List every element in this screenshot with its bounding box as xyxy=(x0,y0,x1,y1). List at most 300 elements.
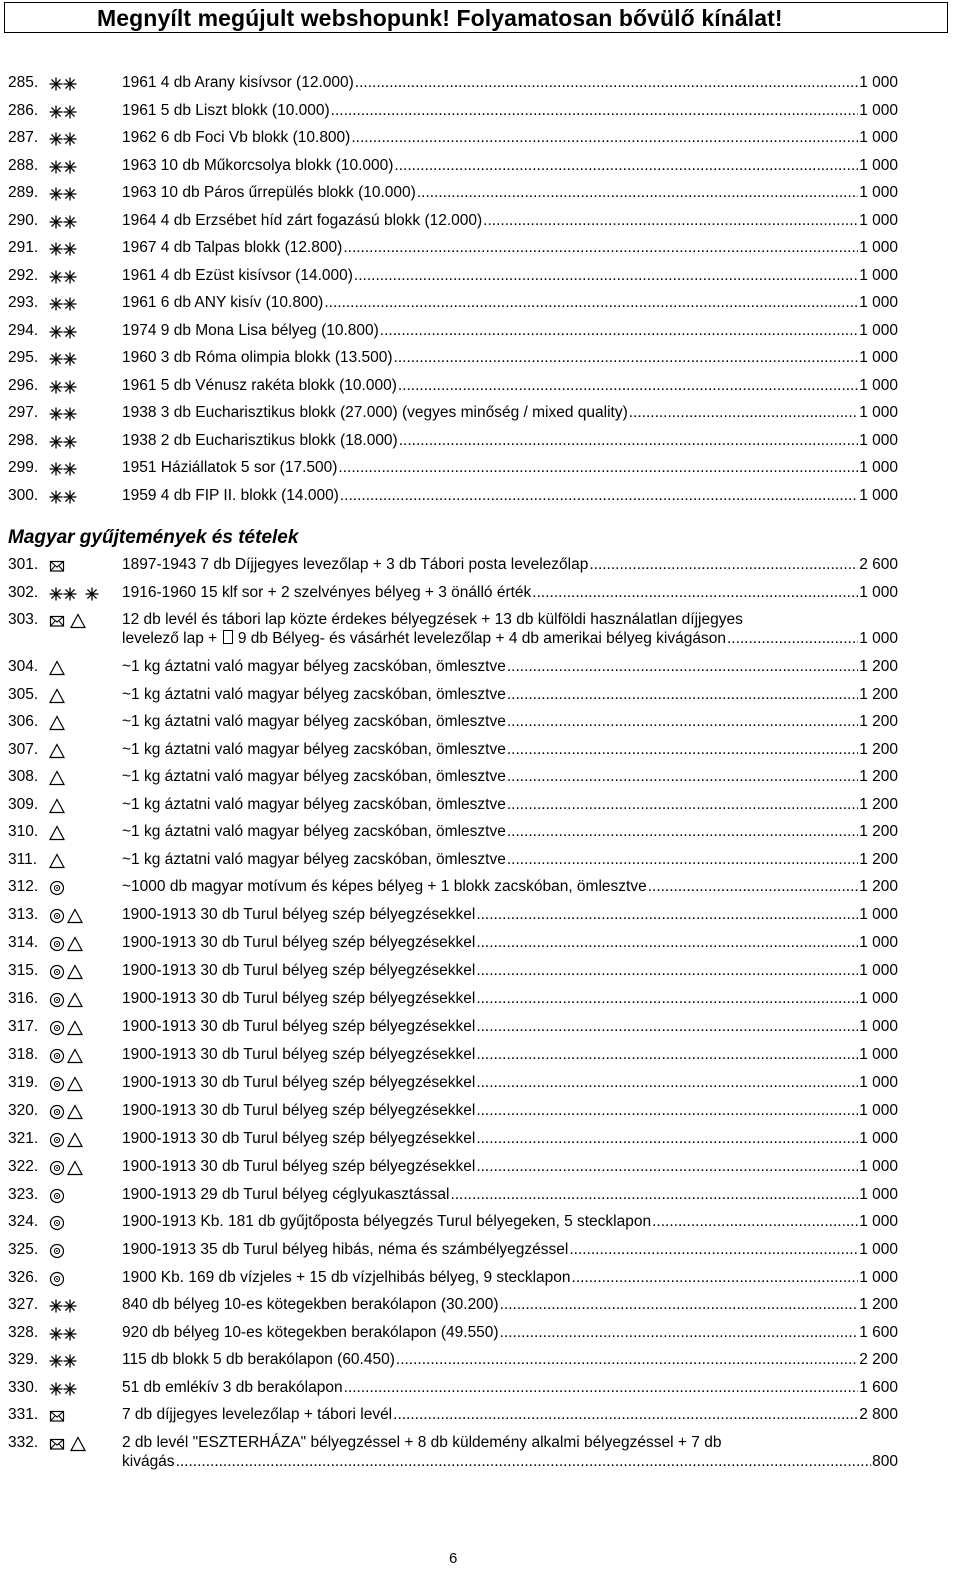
lot-line xyxy=(122,630,898,648)
lot-number: 313. xyxy=(8,906,39,923)
lot-description: 1961 5 db Vénusz rakéta blokk (10.000) xyxy=(122,377,397,394)
lot-row xyxy=(0,962,960,984)
lot-line xyxy=(122,1186,898,1204)
lot-row xyxy=(0,1296,960,1318)
lot-price: 1 600 xyxy=(859,1379,898,1396)
leader-dots xyxy=(507,851,858,869)
leader-dots xyxy=(476,1046,858,1064)
lot-price: 1 000 xyxy=(859,102,898,119)
lot-row xyxy=(0,934,960,956)
lot-row xyxy=(0,1158,960,1180)
lot-price: 1 000 xyxy=(859,1269,898,1286)
lot-price: 2 200 xyxy=(859,1351,898,1368)
lot-description: ~1 kg áztatni való magyar bélyeg zacskóban, ömlesztve xyxy=(122,686,506,703)
leader-dots xyxy=(727,630,858,648)
circled-dot-icon xyxy=(49,1076,65,1092)
lot-row xyxy=(0,267,960,289)
lot-row xyxy=(0,1018,960,1040)
lot-line xyxy=(122,1130,898,1148)
lot-number: 320. xyxy=(8,1102,39,1119)
lot-line xyxy=(122,1102,898,1120)
lot-line xyxy=(122,1351,898,1369)
lot-row xyxy=(0,1130,960,1152)
lot-row xyxy=(0,1186,960,1208)
envelope-icon xyxy=(49,1408,65,1424)
circled-dot-icon xyxy=(49,908,65,924)
lot-line xyxy=(122,823,898,841)
lot-description: 1900 Kb. 169 db vízjeles + 15 db vízjelhibás bélyeg, 9 stecklapon xyxy=(122,1269,571,1286)
condition-icons xyxy=(49,1020,83,1036)
circled-dot-icon xyxy=(49,1271,65,1287)
lot-line xyxy=(122,1074,898,1092)
lot-number: 326. xyxy=(8,1269,39,1286)
double-asterisk-icon xyxy=(49,379,79,395)
lot-description: 1900-1913 30 db Turul bélyeg szép bélyegzésekkel xyxy=(122,1018,476,1035)
lot-row xyxy=(0,459,960,481)
leader-dots xyxy=(354,267,858,285)
condition-icons xyxy=(49,1408,65,1424)
lot-row xyxy=(0,74,960,96)
condition-icons xyxy=(49,1048,83,1064)
lot-number: 306. xyxy=(8,713,39,730)
lot-line xyxy=(122,1324,898,1342)
lot-row xyxy=(0,851,960,873)
condition-icons xyxy=(49,1298,79,1314)
double-asterisk-icon xyxy=(49,489,79,505)
lot-price: 1 000 xyxy=(859,377,898,394)
lot-price: 1 000 xyxy=(859,459,898,476)
triangle-icon xyxy=(49,853,65,869)
lot-row xyxy=(0,823,960,845)
lot-row xyxy=(0,487,960,509)
lot-description: 1900-1913 30 db Turul bélyeg szép bélyegzésekkel xyxy=(122,934,476,951)
lot-description: ~1 kg áztatni való magyar bélyeg zacskóban, ömlesztve xyxy=(122,768,506,785)
lot-number: 301. xyxy=(8,556,39,573)
leader-dots xyxy=(507,713,858,731)
lot-row xyxy=(0,878,960,900)
lot-description: 1938 2 db Eucharisztikus blokk (18.000) xyxy=(122,432,398,449)
leader-dots xyxy=(507,741,858,759)
lot-description: ~1 kg áztatni való magyar bélyeg zacskóban, ömlesztve xyxy=(122,741,506,758)
lot-description: 1961 4 db Ezüst kisívsor (14.000) xyxy=(122,267,353,284)
lot-price: 1 000 xyxy=(859,1102,898,1119)
lot-line xyxy=(122,487,898,505)
lot-line xyxy=(122,322,898,340)
leader-dots xyxy=(648,878,859,896)
condition-icons xyxy=(49,1076,83,1092)
lot-price: 1 000 xyxy=(859,184,898,201)
lot-description: 1951 Háziállatok 5 sor (17.500) xyxy=(122,459,338,476)
asterisk-icon xyxy=(84,586,100,602)
condition-icons xyxy=(49,613,86,629)
condition-icons xyxy=(49,296,79,312)
leader-dots xyxy=(398,377,858,395)
lot-number: 310. xyxy=(8,823,39,840)
lot-line xyxy=(122,157,898,175)
triangle-icon xyxy=(67,908,83,924)
leader-dots xyxy=(476,1074,858,1092)
envelope-icon xyxy=(49,558,65,574)
lot-line xyxy=(122,212,898,230)
leader-dots xyxy=(507,823,858,841)
triangle-icon xyxy=(70,1436,86,1452)
lot-number: 305. xyxy=(8,686,39,703)
circled-dot-icon xyxy=(49,964,65,980)
double-asterisk-icon xyxy=(49,296,79,312)
triangle-icon xyxy=(67,936,83,952)
lot-description: ~1000 db magyar motívum és képes bélyeg + 1 blokk zacskóban, ömlesztve xyxy=(122,878,647,895)
lot-price: 2 600 xyxy=(859,556,898,573)
double-asterisk-icon xyxy=(49,1353,79,1369)
lot-line xyxy=(122,1018,898,1036)
lot-row xyxy=(0,102,960,124)
lot-description: ~1 kg áztatni való magyar bélyeg zacskóban, ömlesztve xyxy=(122,823,506,840)
triangle-icon xyxy=(49,825,65,841)
lot-number: 302. xyxy=(8,584,39,601)
lot-number: 317. xyxy=(8,1018,39,1035)
lot-row xyxy=(0,584,960,606)
section-title: Magyar gyűjtemények és tételek xyxy=(8,527,299,548)
lot-line xyxy=(122,267,898,285)
lot-row xyxy=(0,129,960,151)
lot-line xyxy=(122,990,898,1008)
lot-line xyxy=(122,768,898,786)
lot-description: ~1 kg áztatni való magyar bélyeg zacskóban, ömlesztve xyxy=(122,851,506,868)
double-asterisk-icon xyxy=(49,214,79,230)
lot-row xyxy=(0,377,960,399)
lot-price: 1 000 xyxy=(859,1018,898,1035)
banner-text: Megnyílt megújult webshopunk! Folyamatosan bővülő kínálat! xyxy=(97,5,783,31)
double-asterisk-icon xyxy=(49,76,79,92)
lot-price: 1 200 xyxy=(859,878,898,895)
condition-icons xyxy=(49,853,65,869)
leader-dots xyxy=(351,129,858,147)
circled-dot-icon xyxy=(49,992,65,1008)
leader-dots xyxy=(476,906,858,924)
lot-line xyxy=(122,686,898,704)
leader-dots xyxy=(396,1351,858,1369)
lot-number: 308. xyxy=(8,768,39,785)
leader-dots xyxy=(355,74,858,92)
lot-line xyxy=(122,1453,898,1471)
triangle-icon xyxy=(49,688,65,704)
lot-number: 289. xyxy=(8,184,39,201)
lot-price: 1 000 xyxy=(859,906,898,923)
lot-row xyxy=(0,556,960,578)
lot-number: 300. xyxy=(8,487,39,504)
circled-dot-icon xyxy=(49,1048,65,1064)
leader-dots xyxy=(507,796,858,814)
lot-line xyxy=(122,1241,898,1259)
leader-dots xyxy=(507,686,858,704)
condition-icons xyxy=(49,434,79,450)
envelope-icon xyxy=(49,613,65,629)
lot-price: 1 000 xyxy=(859,212,898,229)
lot-line xyxy=(122,906,898,924)
lot-number: 292. xyxy=(8,267,39,284)
condition-icons xyxy=(49,936,83,952)
lot-line xyxy=(122,658,898,676)
lot-description: 1961 4 db Arany kisívsor (12.000) xyxy=(122,74,354,91)
condition-icons xyxy=(49,1160,83,1176)
lot-description: 1900-1913 30 db Turul bélyeg szép bélyegzésekkel xyxy=(122,1046,476,1063)
lot-description-line1: 2 db levél "ESZTERHÁZA" bélyegzéssel + 8 db küldemény alkalmi bélyegzéssel + 7 db xyxy=(122,1434,722,1451)
circled-dot-icon xyxy=(49,880,65,896)
leader-dots xyxy=(394,157,858,175)
lot-price: 1 000 xyxy=(859,1158,898,1175)
lot-number: 328. xyxy=(8,1324,39,1341)
lot-row xyxy=(0,212,960,234)
condition-icons xyxy=(49,964,83,980)
double-asterisk-icon xyxy=(49,434,79,450)
lot-row xyxy=(0,1241,960,1263)
lot-number: 299. xyxy=(8,459,39,476)
lot-description: 1959 4 db FIP II. blokk (14.000) xyxy=(122,487,339,504)
lot-number: 325. xyxy=(8,1241,39,1258)
lot-number: 297. xyxy=(8,404,39,421)
lot-description: 1916-1960 15 klf sor + 2 szelvényes bélyeg + 3 önálló érték xyxy=(122,584,532,601)
lot-price: 1 200 xyxy=(859,851,898,868)
circled-dot-icon xyxy=(49,1215,65,1231)
triangle-icon xyxy=(67,1020,83,1036)
condition-icons xyxy=(49,214,79,230)
double-asterisk-icon xyxy=(49,1326,79,1342)
lot-line xyxy=(122,129,898,147)
envelope-icon xyxy=(49,1436,65,1452)
double-asterisk-icon xyxy=(49,351,79,367)
condition-icons xyxy=(49,76,79,92)
lot-price: 1 000 xyxy=(859,157,898,174)
lot-description: 920 db bélyeg 10-es kötegekben berakólapon (49.550) xyxy=(122,1324,499,1341)
lot-price: 1 200 xyxy=(859,768,898,785)
leader-dots xyxy=(476,934,858,952)
lot-row xyxy=(0,1324,960,1346)
lot-row xyxy=(0,658,960,680)
lot-number: 304. xyxy=(8,658,39,675)
lot-line xyxy=(122,184,898,202)
lot-number: 287. xyxy=(8,129,39,146)
condition-icons xyxy=(49,351,79,367)
leader-dots xyxy=(393,1406,858,1424)
double-asterisk-icon xyxy=(49,186,79,202)
promo-banner xyxy=(4,2,948,33)
lot-line xyxy=(122,1379,898,1397)
lot-number: 312. xyxy=(8,878,39,895)
leader-dots xyxy=(399,432,858,450)
condition-icons xyxy=(49,379,79,395)
double-asterisk-icon xyxy=(49,104,79,120)
lot-price: 800 xyxy=(872,1453,898,1470)
triangle-icon xyxy=(67,964,83,980)
lot-price: 1 200 xyxy=(859,686,898,703)
lot-number: 327. xyxy=(8,1296,39,1313)
lot-row xyxy=(0,1102,960,1124)
lot-line xyxy=(122,1406,898,1424)
lot-line xyxy=(122,934,898,952)
lot-line xyxy=(122,377,898,395)
lot-line xyxy=(122,349,898,367)
lot-number: 322. xyxy=(8,1158,39,1175)
leader-dots xyxy=(507,658,858,676)
condition-icons xyxy=(49,1271,65,1287)
lot-number: 311. xyxy=(8,851,38,868)
lot-line xyxy=(122,1158,898,1176)
lot-price: 1 200 xyxy=(859,823,898,840)
lot-line xyxy=(122,404,898,422)
lot-number: 290. xyxy=(8,212,39,229)
condition-icons xyxy=(49,660,65,676)
lot-line xyxy=(122,1269,898,1287)
leader-dots xyxy=(629,404,858,422)
double-asterisk-icon xyxy=(49,1381,79,1397)
condition-icons xyxy=(49,1326,79,1342)
condition-icons xyxy=(49,825,65,841)
lot-line xyxy=(122,74,898,92)
lot-description: 1962 6 db Foci Vb blokk (10.800) xyxy=(122,129,351,146)
lot-price: 1 200 xyxy=(859,741,898,758)
lot-row xyxy=(0,294,960,316)
page-number: 6 xyxy=(449,1550,458,1567)
lot-number: 332. xyxy=(8,1434,39,1451)
lot-number: 315. xyxy=(8,962,39,979)
lot-description: 1897-1943 7 db Díjjegyes levezőlap + 3 db Tábori posta levelezőlap xyxy=(122,556,589,573)
leader-dots xyxy=(500,1324,859,1342)
leader-dots xyxy=(500,1296,859,1314)
lot-line xyxy=(122,1213,898,1231)
lot-line xyxy=(122,102,898,120)
lot-row xyxy=(0,796,960,818)
condition-icons xyxy=(49,688,65,704)
lot-number: 329. xyxy=(8,1351,39,1368)
lot-price: 1 000 xyxy=(859,1186,898,1203)
lot-price: 1 000 xyxy=(859,1074,898,1091)
circled-dot-icon xyxy=(49,1188,65,1204)
condition-icons xyxy=(49,1353,79,1369)
lot-price: 1 000 xyxy=(859,990,898,1007)
condition-icons xyxy=(49,241,79,257)
triangle-icon xyxy=(67,1104,83,1120)
lot-number: 307. xyxy=(8,741,39,758)
lot-price: 1 000 xyxy=(859,349,898,366)
lot-row xyxy=(0,1434,960,1476)
double-asterisk-icon xyxy=(49,1298,79,1314)
lot-number: 321. xyxy=(8,1130,39,1147)
lot-number: 288. xyxy=(8,157,39,174)
condition-icons xyxy=(49,489,79,505)
lot-price: 1 000 xyxy=(859,1130,898,1147)
lot-line xyxy=(122,1296,898,1314)
lot-description-part: levelező lap + xyxy=(122,630,222,647)
condition-icons xyxy=(49,1188,65,1204)
lot-number: 319. xyxy=(8,1074,39,1091)
lot-description: 1900-1913 30 db Turul bélyeg szép bélyegzésekkel xyxy=(122,962,476,979)
lot-line xyxy=(122,713,898,731)
double-asterisk-icon xyxy=(49,269,79,285)
lot-price: 1 000 xyxy=(859,74,898,91)
lot-description: 1967 4 db Talpas blokk (12.800) xyxy=(122,239,343,256)
lot-line xyxy=(122,584,898,602)
lot-line xyxy=(122,878,898,896)
lot-description: ~1 kg áztatni való magyar bélyeg zacskóban, ömlesztve xyxy=(122,713,506,730)
lot-row xyxy=(0,1406,960,1428)
lot-row xyxy=(0,990,960,1012)
lot-description: 7 db díjjegyes levelezőlap + tábori levél xyxy=(122,1406,393,1423)
lot-row xyxy=(0,1379,960,1401)
lot-row xyxy=(0,1269,960,1291)
lot-row xyxy=(0,184,960,206)
condition-icons xyxy=(49,586,100,602)
lot-description: ~1 kg áztatni való magyar bélyeg zacskóban, ömlesztve xyxy=(122,796,506,813)
double-asterisk-icon xyxy=(49,406,79,422)
triangle-icon xyxy=(67,1132,83,1148)
double-asterisk-icon xyxy=(49,131,79,147)
lot-description-line2: kivágás xyxy=(122,1453,175,1470)
triangle-icon xyxy=(49,743,65,759)
lot-price: 1 000 xyxy=(859,1241,898,1258)
leader-dots xyxy=(532,584,858,602)
lot-row xyxy=(0,713,960,735)
lot-description: 840 db bélyeg 10-es kötegekben berakólapon (30.200) xyxy=(122,1296,499,1313)
circled-dot-icon xyxy=(49,1160,65,1176)
circled-dot-icon xyxy=(49,936,65,952)
lot-number: 324. xyxy=(8,1213,39,1230)
circled-dot-icon xyxy=(49,1132,65,1148)
lot-row xyxy=(0,239,960,261)
condition-icons xyxy=(49,1104,83,1120)
lot-number: 314. xyxy=(8,934,39,951)
lot-price: 1 000 xyxy=(859,404,898,421)
lot-price: 1 000 xyxy=(859,239,898,256)
condition-icons xyxy=(49,992,83,1008)
lot-description: 1900-1913 Kb. 181 db gyűjtőposta bélyegzés Turul bélyegeken, 5 stecklapon xyxy=(122,1213,652,1230)
lot-description: ~1 kg áztatni való magyar bélyeg zacskóban, ömlesztve xyxy=(122,658,506,675)
lot-price: 1 000 xyxy=(859,129,898,146)
lot-price: 1 000 xyxy=(859,1213,898,1230)
lot-line xyxy=(122,294,898,312)
lot-description: 1900-1913 30 db Turul bélyeg szép bélyegzésekkel xyxy=(122,990,476,1007)
lot-row xyxy=(0,349,960,371)
lot-line xyxy=(122,962,898,980)
double-asterisk-icon xyxy=(49,461,79,477)
lot-number: 316. xyxy=(8,990,39,1007)
leader-dots xyxy=(380,322,858,340)
lot-description: 1900-1913 30 db Turul bélyeg szép bélyegzésekkel xyxy=(122,1102,476,1119)
circled-dot-icon xyxy=(49,1020,65,1036)
leader-dots xyxy=(652,1213,858,1231)
circled-dot-icon xyxy=(49,1104,65,1120)
condition-icons xyxy=(49,324,79,340)
lot-number: 285. xyxy=(8,74,39,91)
lot-number: 318. xyxy=(8,1046,39,1063)
lot-row xyxy=(0,1213,960,1235)
lot-row xyxy=(0,768,960,790)
condition-icons xyxy=(49,1381,79,1397)
lot-number: 295. xyxy=(8,349,39,366)
condition-icons xyxy=(49,558,65,574)
lot-number: 330. xyxy=(8,1379,39,1396)
lot-number: 286. xyxy=(8,102,39,119)
lot-number: 296. xyxy=(8,377,39,394)
double-asterisk-icon xyxy=(49,159,79,175)
triangle-icon xyxy=(67,1160,83,1176)
leader-dots xyxy=(572,1269,859,1287)
lot-description: 1900-1913 30 db Turul bélyeg szép bélyegzésekkel xyxy=(122,906,476,923)
condition-icons xyxy=(49,406,79,422)
lot-row xyxy=(0,611,960,653)
condition-icons xyxy=(49,1243,65,1259)
leader-dots xyxy=(324,294,858,312)
lot-row xyxy=(0,1074,960,1096)
